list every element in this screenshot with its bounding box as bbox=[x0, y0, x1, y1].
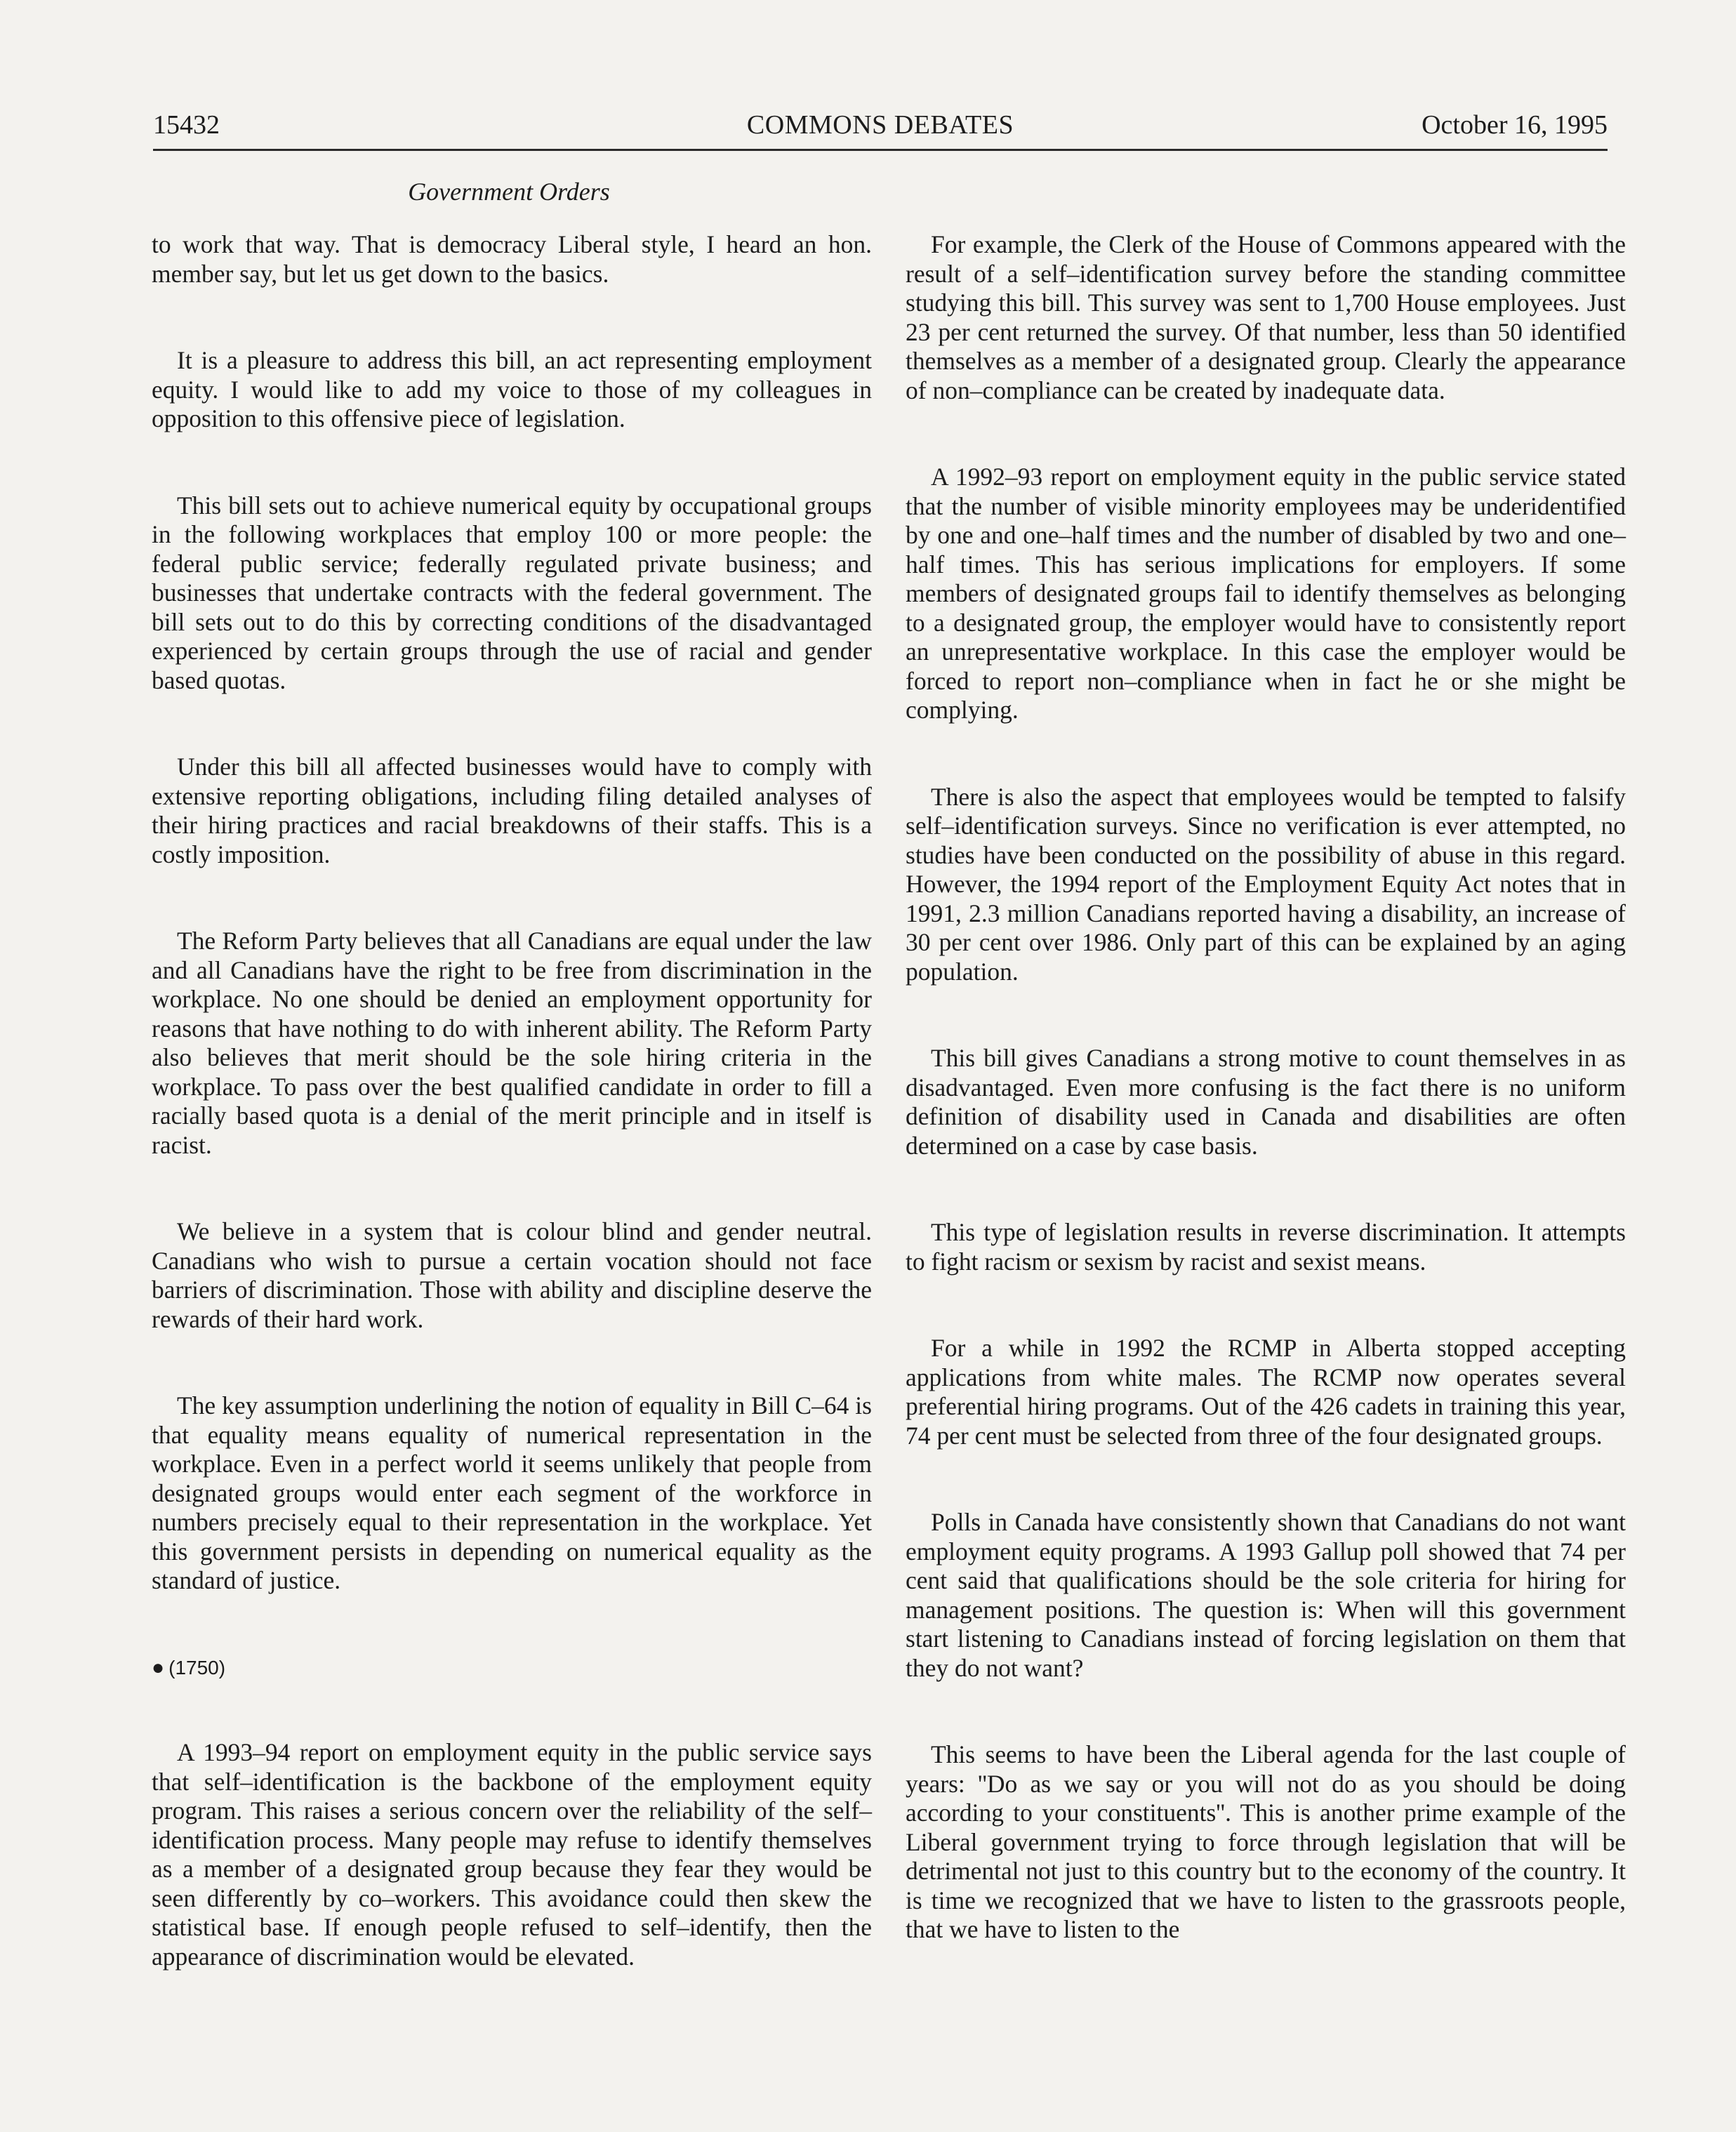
page-number: 15432 bbox=[153, 110, 220, 140]
paragraph: There is also the aspect that employees would be tempted to falsify self–identification surveys. Since no verification is ever attempted, no studies have been conducted on the possibility of abuse in this regard. However, the 1994 report of the Employment Equity Act notes that in 1991, 2.3 million Canadians reported having a disability, an increase of 30 per cent over 1986. Only part of this can be explained by an aging population. bbox=[906, 782, 1626, 986]
paragraph: This bill sets out to achieve numerical equity by occupational groups in the following workplaces that employ 100 or more people: the federal public service; federally regulated private business; and businesses that undertake contracts with the federal government. The bill sets out to do this by correcting conditions of the disadvantaged experienced by certain groups through the use of racial and gender based quotas. bbox=[152, 491, 872, 694]
paragraph: A 1993–94 report on employment equity in the public service says that self–identification is the backbone of the employment equity program. This raises a serious concern over the reliability of the self–identification process. Many people may refuse to identify themselves as a member of a designated group because they fear they would be seen differently by co–workers. This avoidance could then skew the statistical base. If enough people refused to self–identify, then the appearance of discrimination would be elevated. bbox=[152, 1738, 872, 1971]
paragraph: This bill gives Canadians a strong motive to count themselves in as disadvantaged. Even more confusing is the fact there is no uniform definition of disability used in Canada and disabilities are often determined on a case by case basis. bbox=[906, 1044, 1626, 1160]
paragraph: A 1992–93 report on employment equity in the public service stated that the number of visible minority employees may be underidentified by one and one–half times and the number of disabled by two and one–half times. This has serious implications for employers. If some members of designated groups fail to identify themselves as belonging to a designated group, the employer would have to consistently report an unrepresentative workplace. In this case the employer would be forced to report non–compliance when in fact he or she might be complying. bbox=[906, 463, 1626, 724]
publication-title: COMMONS DEBATES bbox=[746, 110, 1014, 140]
paragraph: We believe in a system that is colour blind and gender neutral. Canadians who wish to pursue a certain vocation should not face barriers of discrimination. Those with ability and discipline deserve the rewards of their hard work. bbox=[152, 1217, 872, 1333]
paragraph: to work that way. That is democracy Liberal style, I heard an hon. member say, but let us get down to the basics. bbox=[152, 230, 872, 288]
paragraph: This seems to have been the Liberal agenda for the last couple of years: ''Do as we say or you will not do as you should be doing according to your constituents''. This is another prime example of the Liberal government trying to force through legislation that will be detrimental not just to this country but to the economy of the country. It is time we recognized that we have to listen to the grassroots people, that we have to listen to the bbox=[906, 1740, 1626, 1943]
left-column bbox=[152, 230, 872, 2029]
paragraph: For a while in 1992 the RCMP in Alberta stopped accepting applications from white males. The RCMP now operates several preferential hiring programs. Out of the 426 cadets in training this year, 74 per cent must be selected from three of the four designated groups. bbox=[906, 1334, 1626, 1450]
issue-date: October 16, 1995 bbox=[1422, 110, 1608, 140]
paragraph: The Reform Party believes that all Canadians are equal under the law and all Canadians have the right to be free from discrimination in the workplace. No one should be denied an employment opportunity for reasons that have nothing to do with inherent ability. The Reform Party also believes that merit should be the sole hiring criteria in the workplace. To pass over the best qualified candidate in order to fill a racially based quota is a denial of the merit principle and in itself is racist. bbox=[152, 927, 872, 1159]
bullet-icon: ● bbox=[152, 1655, 165, 1679]
paragraph: Polls in Canada have consistently shown that Canadians do not want employment equity programs. A 1993 Gallup poll showed that 74 per cent said that qualifications should be the sole criteria for hiring for management positions. The question is: When will this government start listening to Canadians instead of forcing legislation on them that they do not want? bbox=[906, 1508, 1626, 1682]
paragraph: Under this bill all affected businesses would have to comply with extensive reporting obligations, including filing detailed analyses of their hiring practices and racial breakdowns of their staffs. This is a costly imposition. bbox=[152, 753, 872, 868]
paragraph: For example, the Clerk of the House of Commons appeared with the result of a self–identification survey before the standing committee studying this bill. This survey was sent to 1,700 House employees. Just 23 per cent returned the survey. Of that number, less than 50 identified themselves as a member of a designated group. Clearly the appearance of non–compliance can be created by inadequate data. bbox=[906, 230, 1626, 404]
right-column bbox=[906, 230, 1626, 2002]
page-header bbox=[153, 105, 1608, 151]
paragraph: This type of legislation results in reverse discrimination. It attempts to fight racism or sexism by racist and sexist means. bbox=[906, 1218, 1626, 1276]
time-marker bbox=[152, 1653, 872, 1683]
section-title: Government Orders bbox=[408, 178, 610, 206]
paragraph: The key assumption underlining the notion of equality in Bill C–64 is that equality means equality of numerical representation in the workplace. Even in a perfect world it seems unlikely that people from designated groups would enter each segment of the workforce in numbers precisely equal to their representation in the workplace. Yet this government persists in depending on numerical equality as the standard of justice. bbox=[152, 1391, 872, 1594]
paragraph: It is a pleasure to address this bill, an act representing employment equity. I would like to add my voice to those of my colleagues in opposition to this offensive piece of legislation. bbox=[152, 346, 872, 432]
time-marker-label: (1750) bbox=[168, 1656, 226, 1679]
